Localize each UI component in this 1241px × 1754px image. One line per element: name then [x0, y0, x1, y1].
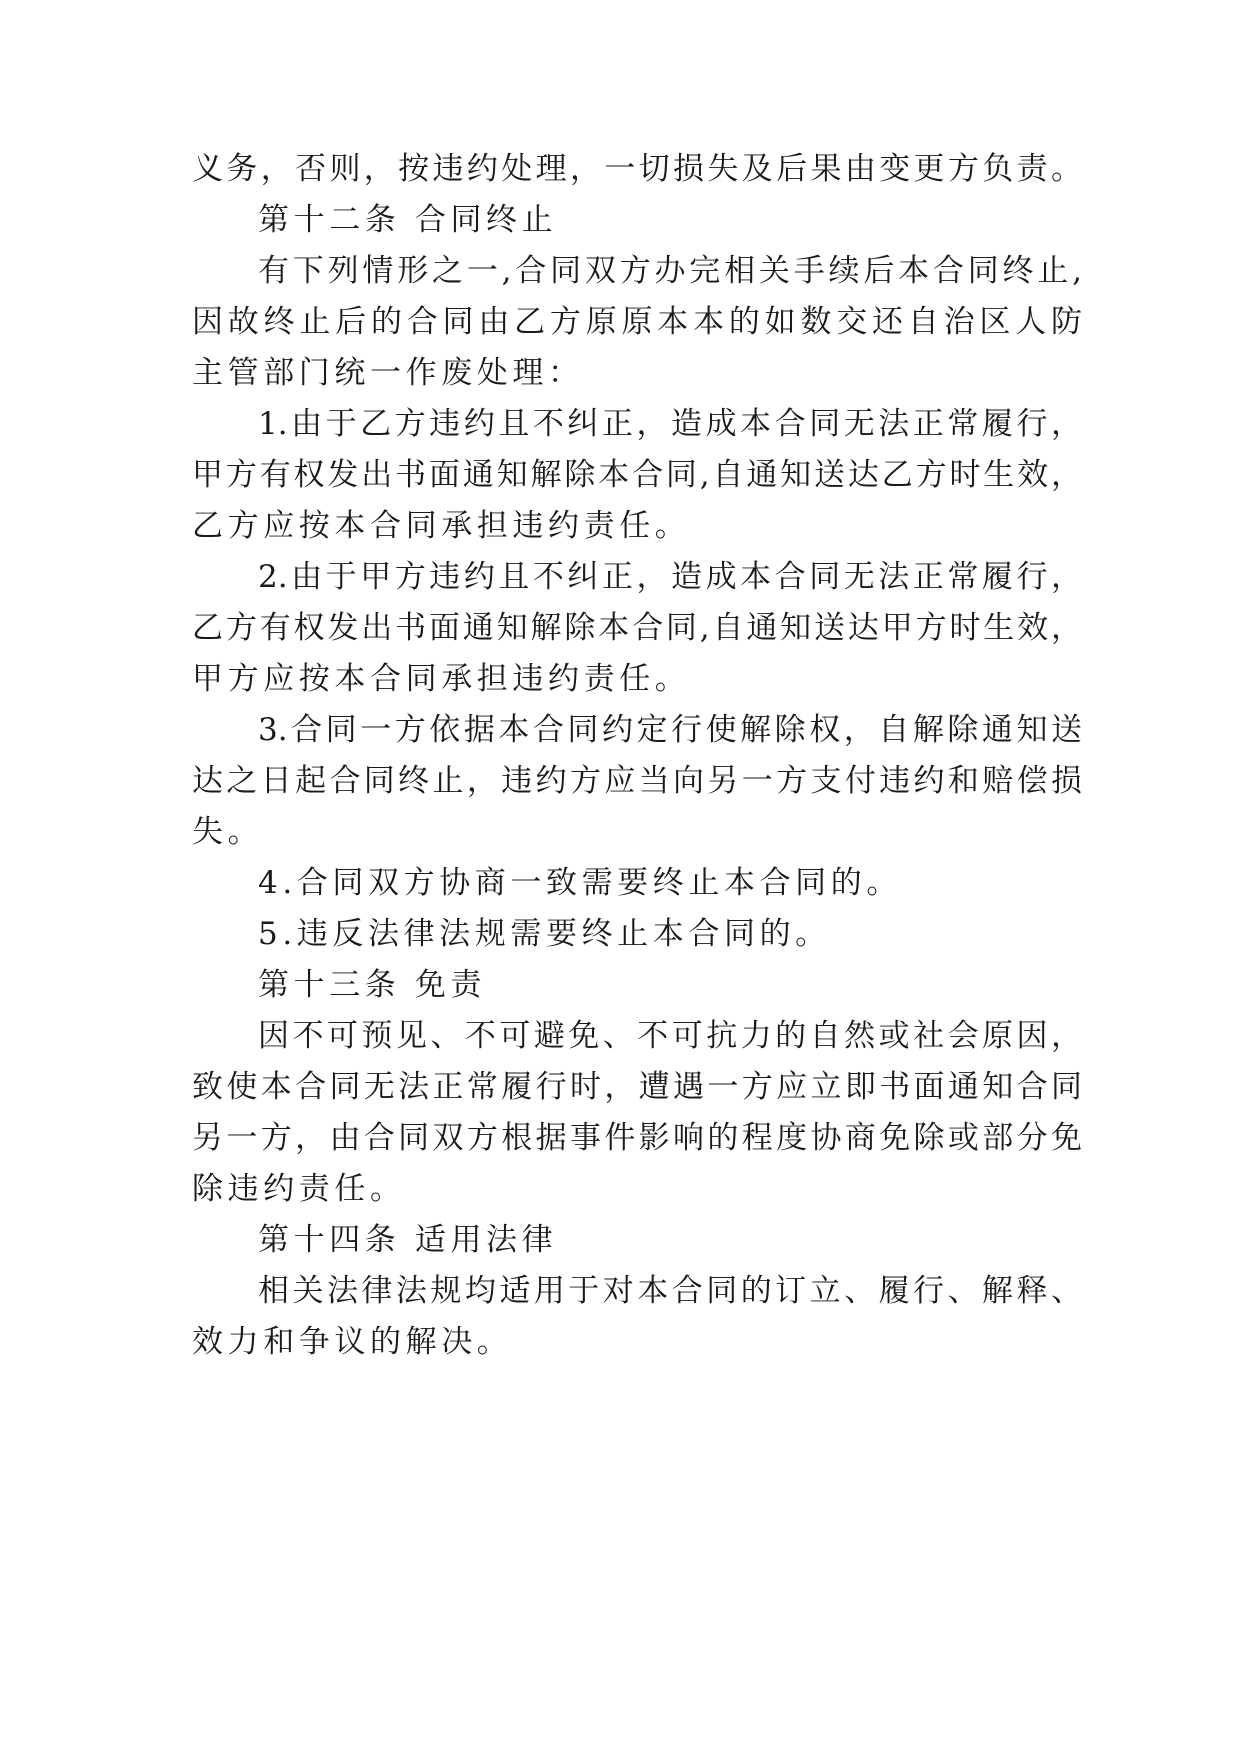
- list-item-text: 5.违反法律法规需要终止本合同的。: [258, 916, 831, 952]
- text-line: 因故终止后的合同由乙方原原本本的如数交还自治区人防: [192, 304, 1082, 340]
- text-line: 主管部门统一作废处理：: [192, 355, 584, 391]
- article-heading: 第十二条 合同终止: [258, 202, 558, 238]
- list-item-text: 3.合同一方依据本合同约定行使解除权，自解除通知送: [258, 712, 1082, 748]
- text-line: 乙方应按本合同承担违约责任。: [192, 508, 691, 544]
- text-line: 失。: [192, 814, 264, 850]
- article-heading: 第十四条 适用法律: [258, 1222, 558, 1258]
- text-line: 达之日起合同终止，违约方应当向另一方支付违约和赔偿损: [192, 763, 1082, 799]
- text-line: 另一方，由合同双方根据事件影响的程度协商免除或部分免: [192, 1120, 1082, 1156]
- text-line: 相关法律法规均适用于对本合同的订立、履行、解释、: [258, 1273, 1082, 1309]
- list-item-text: 2.由于甲方违约且不纠正，造成本合同无法正常履行，: [258, 559, 1082, 595]
- article-heading: 第十三条 免责: [258, 967, 487, 1003]
- text-line: 因不可预见、不可避免、不可抗力的自然或社会原因，: [258, 1018, 1082, 1054]
- text-line: 有下列情形之一,合同双方办完相关手续后本合同终止,: [258, 253, 1082, 289]
- text-line: 甲方应按本合同承担违约责任。: [192, 661, 691, 697]
- text-line: 除违约责任。: [192, 1171, 406, 1207]
- text-line: 致使本合同无法正常履行时，遭遇一方应立即书面通知合同: [192, 1069, 1082, 1105]
- list-item-text: 4.合同双方协商一致需要终止本合同的。: [258, 865, 902, 901]
- text-line: 甲方有权发出书面通知解除本合同,自通知送达乙方时生效，: [192, 457, 1082, 493]
- text-line: 义务，否则，按违约处理，一切损失及后果由变更方负责。: [192, 151, 1082, 187]
- text-line: 乙方有权发出书面通知解除本合同,自通知送达甲方时生效，: [192, 610, 1082, 646]
- list-item-text: 1.由于乙方违约且不纠正，造成本合同无法正常履行，: [258, 406, 1082, 442]
- text-line: 效力和争议的解决。: [192, 1324, 513, 1360]
